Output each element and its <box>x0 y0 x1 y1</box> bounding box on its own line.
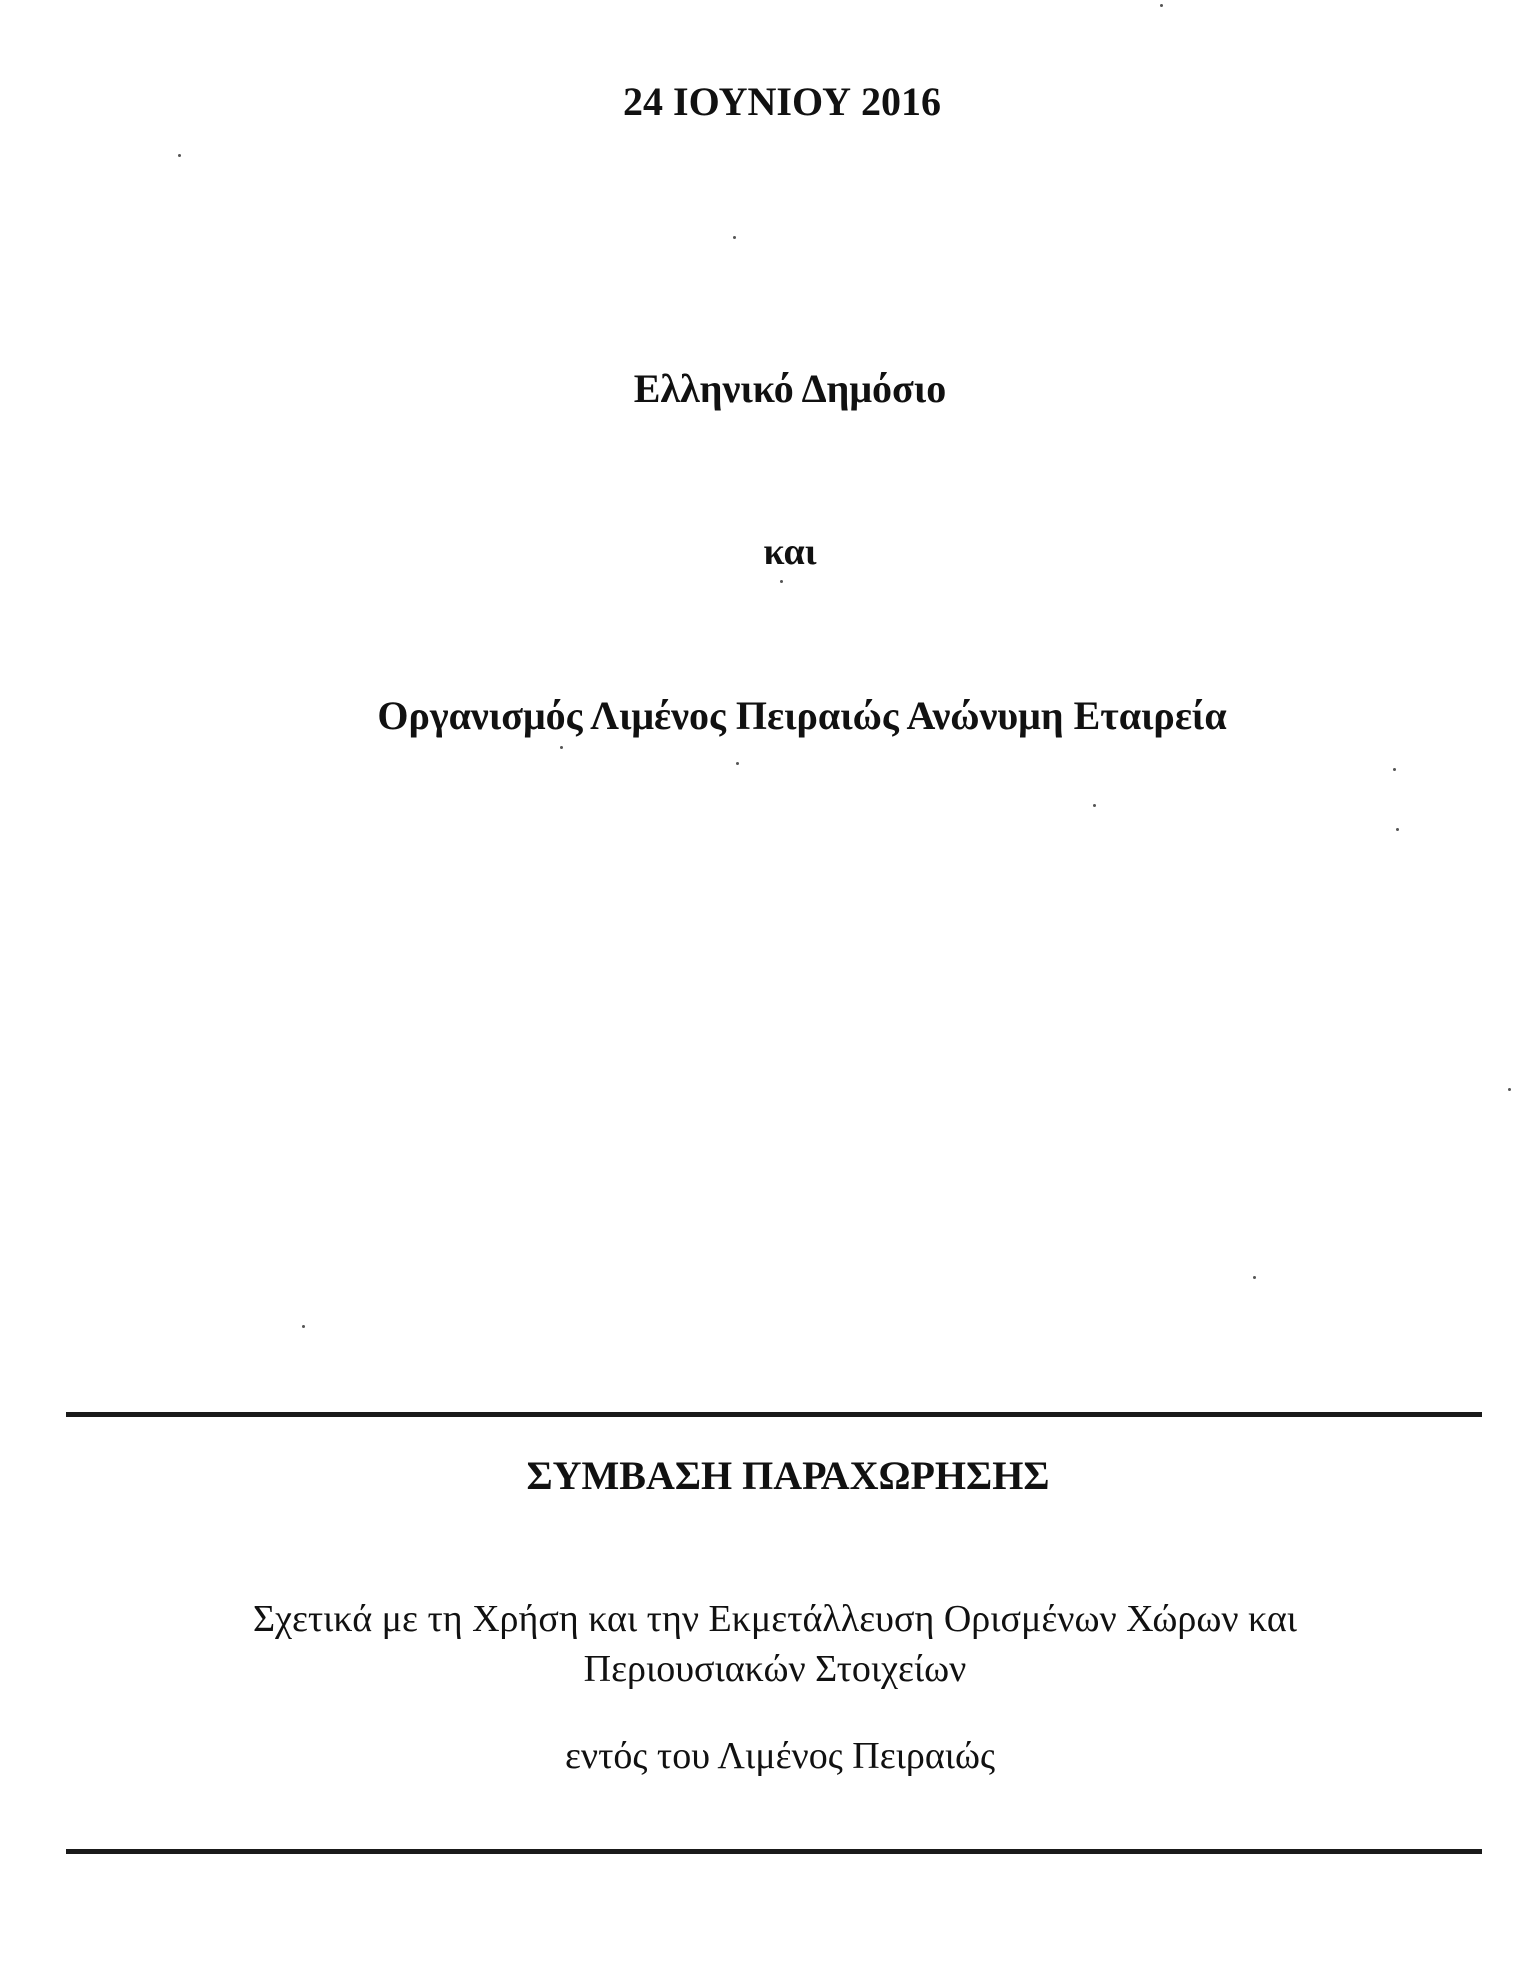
scan-speck <box>1508 1088 1511 1091</box>
scan-speck <box>178 154 181 157</box>
top-divider <box>66 1412 1482 1417</box>
document-location: εντός του Λιμένος Πειραιώς <box>564 1735 996 1777</box>
party-one: Ελληνικό Δημόσιο <box>633 366 947 411</box>
conjunction: και <box>763 531 817 573</box>
document-date: 24 ΙΟΥΝΙΟΥ 2016 <box>623 79 941 124</box>
scan-speck <box>1093 804 1096 807</box>
scan-speck <box>1393 768 1396 771</box>
scan-speck <box>1160 4 1163 7</box>
scan-speck <box>302 1325 305 1328</box>
scan-speck <box>1396 828 1399 831</box>
party-two: Οργανισμός Λιμένος Πειραιώς Ανώνυμη Εταιρεία <box>377 693 1227 738</box>
document-title: ΣΥΜΒΑΣΗ ΠΑΡΑΧΩΡΗΣΗΣ <box>526 1453 1050 1498</box>
subtitle-line-1: Σχετικά με τη Χρήση και την Εκμετάλλευση Ορισμένων Χώρων και <box>252 1598 1298 1640</box>
bottom-divider <box>66 1849 1482 1854</box>
subtitle-line-2: Περιουσιακών Στοιχείων <box>583 1648 967 1690</box>
scan-speck <box>780 580 783 583</box>
scan-speck <box>1253 1276 1256 1279</box>
scan-speck <box>736 762 739 765</box>
document-subtitle <box>150 1594 1400 1694</box>
scan-speck <box>733 236 736 239</box>
scan-speck <box>560 746 563 749</box>
